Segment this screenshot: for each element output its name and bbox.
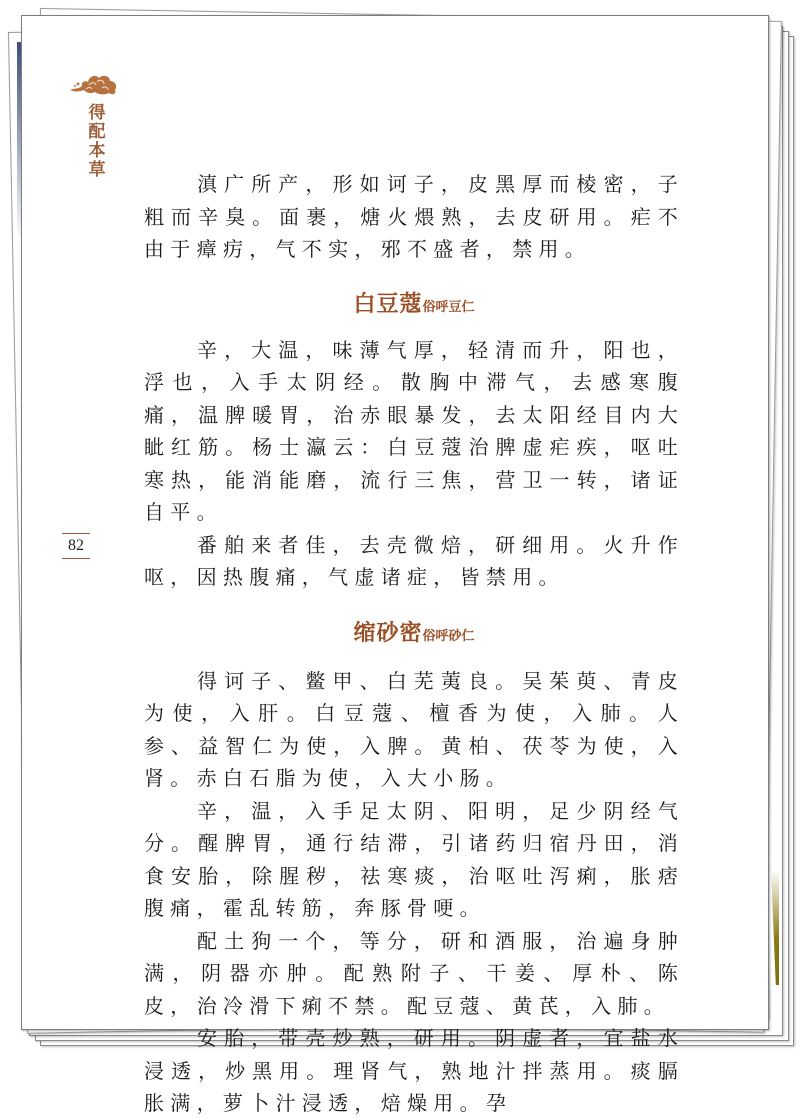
running-title-char: 本 [88, 141, 106, 161]
paragraph: 安胎，带壳炒熟，研用。阴虚者，宜盐水浸透，炒黑用。理肾气，熟地汁拌蒸用。痰膈胀满，萝卜汁浸透，焙燥用。孕 [144, 1026, 684, 1115]
section-title: 缩砂密 [353, 619, 423, 646]
section-subtitle: 俗呼砂仁 [422, 628, 475, 644]
section-title: 白豆蔻 [353, 290, 423, 317]
page-body [144, 168, 684, 1120]
paragraph: 滇广所产，形如诃子，皮黑厚而棱密，子粗而辛臭。面裹，煻火煨熟，去皮研用。疟不由于瘴疠，气不实，邪不盛者，禁用。 [144, 172, 684, 261]
page-number-block [62, 533, 90, 559]
paragraph: 番舶来者佳，去壳微焙，研细用。火升作呕，因热腹痛，气虚诸症，皆禁用。 [144, 532, 684, 589]
section-heading [144, 616, 684, 647]
section-heading [144, 287, 684, 318]
page-number-rule-bottom [62, 558, 90, 559]
paragraph: 配土狗一个，等分，研和酒服，治遍身肿满，阴器亦肿。配熟附子、干姜、厚朴、陈皮，治冷滑下痢不禁。配豆蔻、黄芪，入肺。 [144, 928, 684, 1018]
auspicious-cloud-icon [69, 71, 119, 96]
paragraph: 辛，大温，味薄气厚，轻清而升，阳也，浮也，入手太阴经。散胸中滞气，去感寒腹痛，温脾暖胃，治赤眼暴发，去太阳经目内大眦红筋。杨士瀛云：白豆蔻治脾虚疟疾，呕吐寒热，能消能磨，流行三焦，营卫一转，诸证自平。 [144, 337, 684, 524]
paragraph: 得诃子、鳖甲、白芜荑良。吴茱萸、青皮为使，入肝。白豆蔻、檀香为使，入肺。人参、益智仁为使，入脾。黄柏、茯苓为使，入肾。赤白石脂为使，入大小肠。 [144, 668, 684, 790]
running-title [86, 104, 108, 180]
running-title-char: 草 [88, 160, 106, 180]
book-page [21, 15, 769, 1115]
running-title-char: 配 [88, 122, 106, 142]
page-number: 82 [68, 537, 84, 554]
paragraph: 辛，温，入手足太阴、阳明，足少阴经气分。醒脾胃，通行结滞，引诸药归宿丹田，消食安胎，除腥秽，祛寒痰，治呕吐泻痢，胀痞腹痛，霍乱转筋，奔豚骨哽。 [144, 798, 684, 920]
section-subtitle: 俗呼豆仁 [422, 299, 475, 315]
running-title-char: 得 [88, 103, 106, 123]
